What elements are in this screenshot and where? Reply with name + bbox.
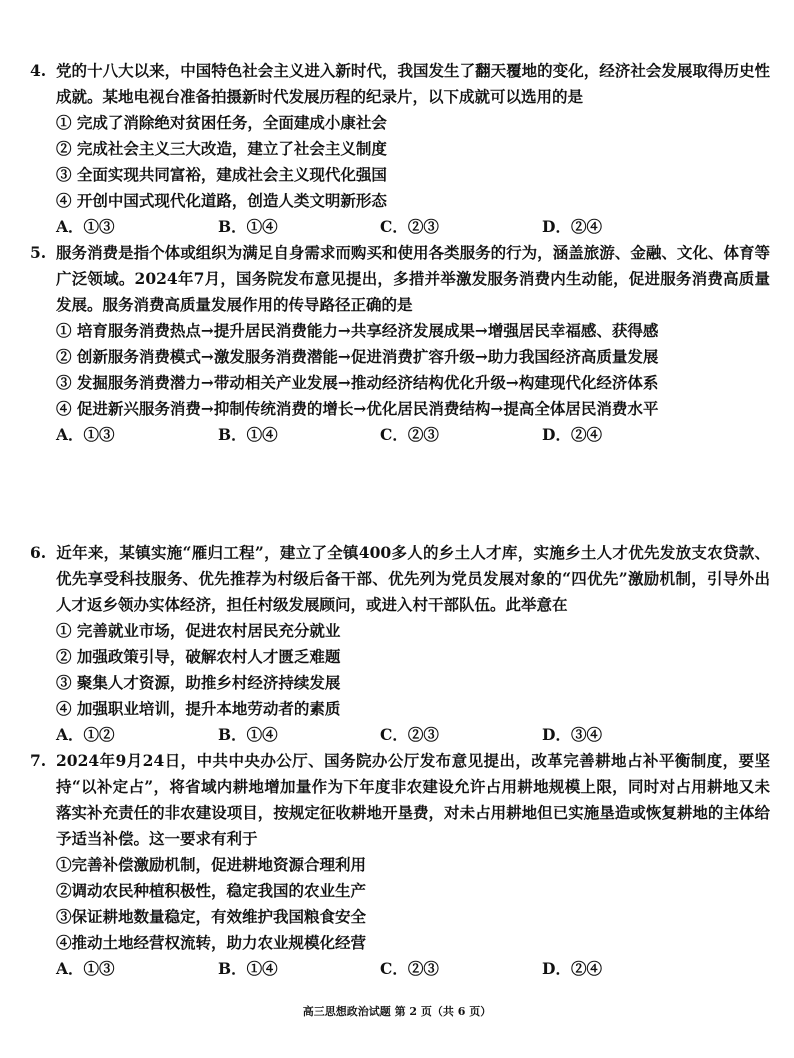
option-4: ④推动土地经营权流转，助力农业规模化经营: [56, 933, 367, 952]
question-5: [30, 240, 770, 448]
option-1: ①完善补偿激励机制，促进耕地资源合理利用: [56, 855, 367, 874]
question-number: 7.: [30, 751, 47, 770]
answer-a[interactable]: A．①③: [56, 959, 115, 978]
answer-a[interactable]: A．①③: [56, 425, 115, 444]
question-stem: [30, 240, 770, 318]
answer-d[interactable]: D．②④: [542, 959, 602, 978]
question-stem: [30, 540, 770, 618]
question-number: 6.: [30, 543, 47, 562]
answer-c[interactable]: C．②③: [380, 425, 439, 444]
question-stem: [30, 748, 770, 852]
question-number: 5.: [30, 243, 47, 262]
answer-c[interactable]: C．②③: [380, 959, 439, 978]
stem-text: 近年来，某镇实施“雁归工程”，建立了全镇400多人的乡土人才库，实施乡土人才优先发放支农贷款、优先享受科技服务、优先推荐为村级后备干部、优先列为党员发展对象的“四优先”激励机制，引导外出人才返乡领办实体经济，担任村级发展顾问，或进入村干部队伍。此举意在: [56, 543, 770, 614]
answer-b[interactable]: B．①④: [218, 959, 278, 978]
answer-b[interactable]: B．①④: [218, 725, 278, 744]
answer-b[interactable]: B．①④: [218, 217, 278, 236]
answer-choices: [30, 422, 770, 448]
page-footer: 高三思想政治试题 第 2 页（共 6 页）: [302, 1005, 492, 1018]
option-1: ① 培育服务消费热点→提升居民消费能力→共享经济发展成果→增强居民幸福感、获得感: [56, 321, 659, 340]
stem-text: 服务消费是指个体或组织为满足自身需求而购买和使用各类服务的行为，涵盖旅游、金融、文化、体育等广泛领域。2024年7月，国务院发布意见提出，多措并举激发服务消费内生动能，促进服务消费高质量发展。服务消费高质量发展作用的传导路径正确的是: [56, 243, 770, 314]
option-3: ③ 聚集人才资源，助推乡村经济持续发展: [56, 673, 341, 692]
stem-text: 党的十八大以来，中国特色社会主义进入新时代，我国发生了翻天覆地的变化，经济社会发展取得历史性成就。某地电视台准备拍摄新时代发展历程的纪录片，以下成就可以选用的是: [56, 61, 770, 106]
answer-d[interactable]: D．③④: [542, 725, 602, 744]
option-2: ② 加强政策引导，破解农村人才匮乏难题: [56, 647, 341, 666]
answer-a[interactable]: A．①②: [56, 725, 115, 744]
question-6: [30, 540, 770, 748]
option-4: ④ 促进新兴服务消费→抑制传统消费的增长→优化居民消费结构→提高全体居民消费水平: [56, 399, 659, 418]
answer-c[interactable]: C．②③: [380, 725, 439, 744]
answer-choices: [30, 956, 770, 982]
option-1: ① 完成了消除绝对贫困任务，全面建成小康社会: [56, 113, 387, 132]
option-3: ③ 发掘服务消费潜力→带动相关产业发展→推动经济结构优化升级→构建现代化经济体系: [56, 373, 659, 392]
question-stem: [30, 58, 770, 110]
question-number: 4.: [30, 61, 47, 80]
answer-choices: [30, 722, 770, 748]
option-4: ④ 开创中国式现代化道路，创造人类文明新形态: [56, 191, 387, 210]
option-3: ③ 全面实现共同富裕，建成社会主义现代化强国: [56, 165, 387, 184]
option-3: ③保证耕地数量稳定，有效维护我国粮食安全: [56, 907, 367, 926]
answer-b[interactable]: B．①④: [218, 425, 278, 444]
option-4: ④ 加强职业培训，提升本地劳动者的素质: [56, 699, 341, 718]
question-7: [30, 748, 770, 982]
answer-c[interactable]: C．②③: [380, 217, 439, 236]
answer-d[interactable]: D．②④: [542, 217, 602, 236]
answer-choices: [30, 214, 770, 240]
option-2: ② 创新服务消费模式→激发服务消费潜能→促进消费扩容升级→助力我国经济高质量发展: [56, 347, 659, 366]
stem-text: 2024年9月24日，中共中央办公厅、国务院办公厅发布意见提出，改革完善耕地占补平衡制度，要坚持“以补定占”，将省域内耕地增加量作为下年度非农建设允许占用耕地规模上限，同时对占用耕地又未落实补充责任的非农建设项目，按规定征收耕地开垦费，对未占用耕地但已实施垦造或恢复耕地的主体给予适当补偿。这一要求有利于: [56, 751, 770, 848]
question-4: [30, 58, 770, 240]
answer-a[interactable]: A．①③: [56, 217, 115, 236]
answer-d[interactable]: D．②④: [542, 425, 602, 444]
option-2: ② 完成社会主义三大改造，建立了社会主义制度: [56, 139, 387, 158]
option-2: ②调动农民种植积极性，稳定我国的农业生产: [56, 881, 367, 900]
option-1: ① 完善就业市场，促进农村居民充分就业: [56, 621, 341, 640]
